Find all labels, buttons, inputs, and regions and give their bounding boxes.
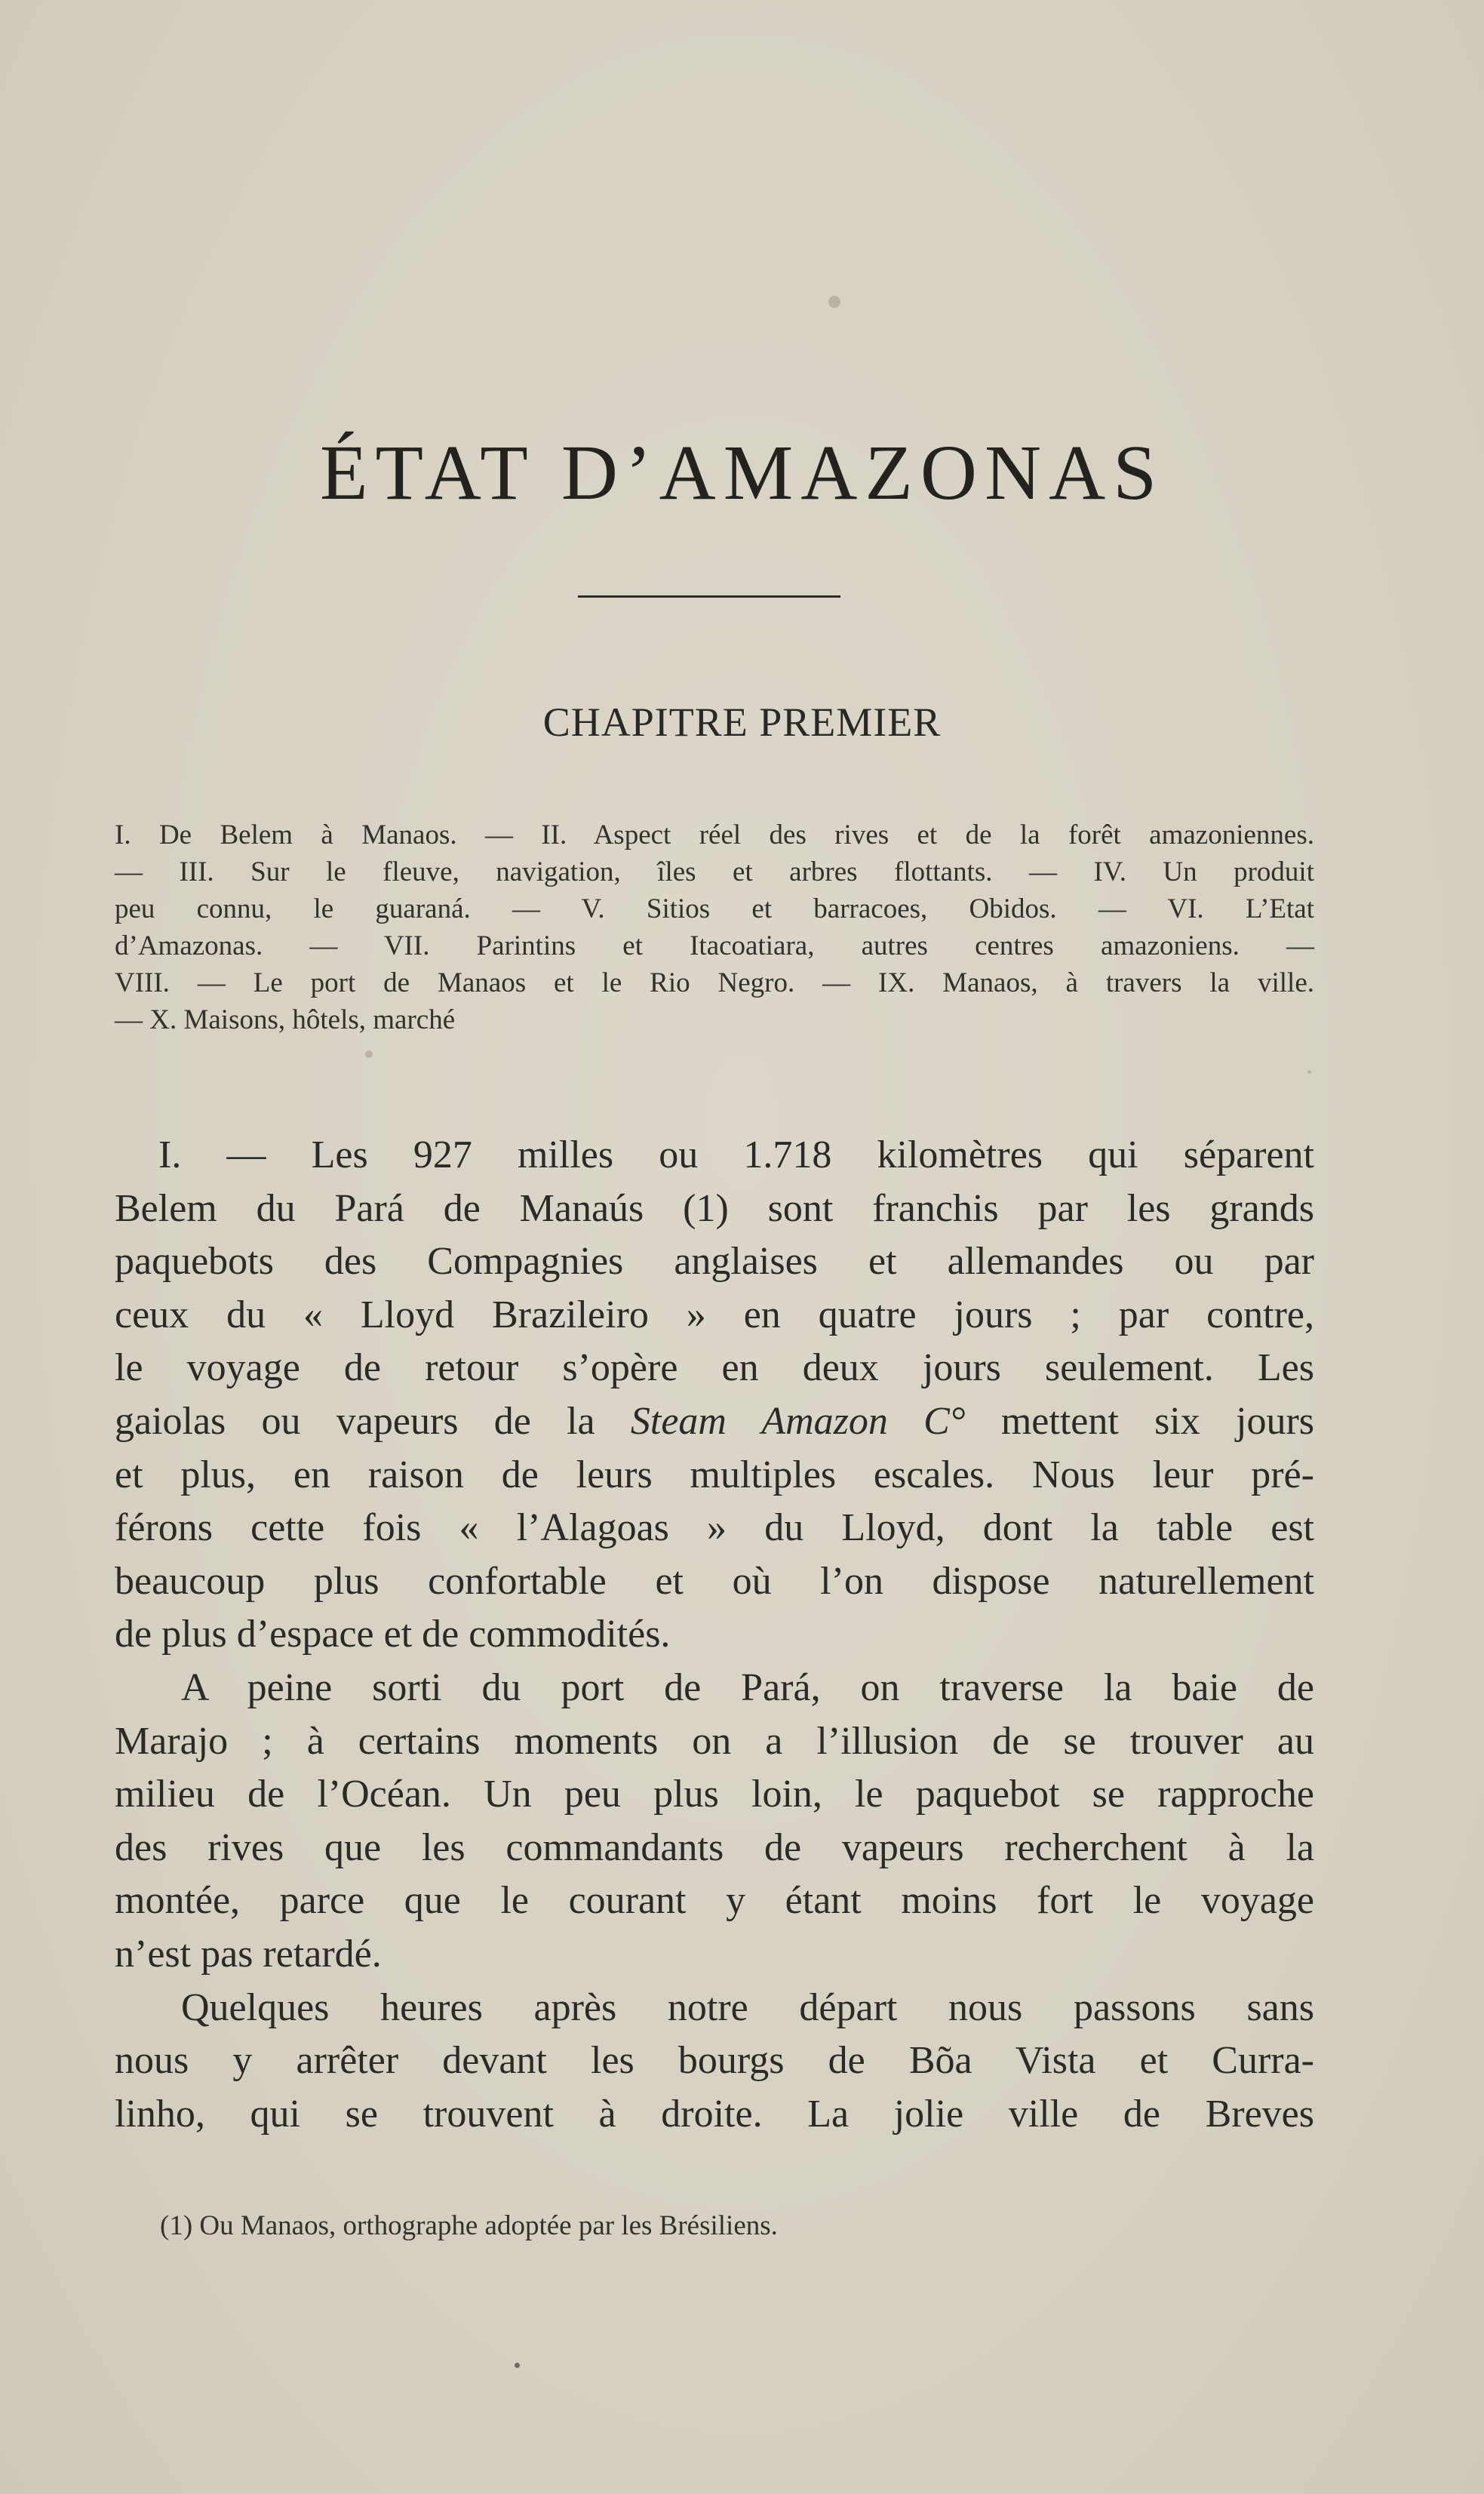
body-line-with-italic — [115, 1395, 1314, 1449]
body-line: paquebots des Compagnies anglaises et allemandes ou par — [115, 1240, 1314, 1284]
body-line: Quelques heures après notre départ nous passons sans — [181, 1985, 1314, 2029]
body-line: et plus, en raison de leurs multiples escales. Nous leur pré- — [115, 1453, 1314, 1496]
paper-speck — [365, 1050, 373, 1058]
body-line: montée, parce que le courant y étant moins fort le voyage — [115, 1879, 1314, 1923]
summary-line: VIII. — Le port de Manaos et le Rio Negro. — IX. Manaos, à travers la ville. — [115, 967, 1314, 998]
body-line: milieu de l’Océan. Un peu plus loin, le paquebot se rapproche — [115, 1773, 1314, 1816]
body-line: nous y arrêter devant les bourgs de Bõa Vista et Curra- — [115, 2039, 1314, 2083]
body-line: A peine sorti du port de Pará, on traverse la baie de — [181, 1665, 1314, 1709]
body-line: des rives que les commandants de vapeurs recherchent à la — [115, 1825, 1314, 1869]
body-line: Marajo ; à certains moments on a l’illusion de se trouver au — [115, 1719, 1314, 1763]
paper-speck — [515, 2363, 520, 2368]
summary-line: I. De Belem à Manaos. — II. Aspect réel des rives et de la forêt amazoniennes. — [115, 820, 1314, 850]
footnote: (1) Ou Manaos, orthographe adoptée par les Brésiliens. — [160, 2210, 778, 2241]
body-line: beaucoup plus confortable et où l’on dispose naturellement — [115, 1559, 1314, 1603]
body-line: n’est pas retardé. — [115, 1932, 382, 1976]
body-line: Belem du Pará de Manaús (1) sont franchis par les grands — [115, 1186, 1314, 1230]
paper-speck — [828, 296, 840, 308]
body-line: ceux du « Lloyd Brazileiro » en quatre jours ; par contre, — [115, 1293, 1314, 1336]
title-divider-rule — [578, 595, 840, 598]
body-line: le voyage de retour s’opère en deux jours seulement. Les — [115, 1346, 1314, 1390]
summary-line: d’Amazonas. — VII. Parintins et Itacoatiara, autres centres amazoniens. — — [115, 930, 1314, 961]
body-text-segment: gaiolas ou vapeurs de la — [115, 1399, 595, 1443]
page-title: ÉTAT D’AMAZONAS — [319, 429, 1165, 516]
summary-line: — X. Maisons, hôtels, marché — [115, 1004, 456, 1035]
summary-line: peu connu, le guaraná. — V. Sitios et barracoes, Obidos. — VI. L’Etat — [115, 893, 1314, 924]
body-line: linho, qui se trouvent à droite. La jolie ville de Breves — [115, 2092, 1314, 2136]
chapter-summary — [115, 816, 1314, 1038]
body-line: férons cette fois « l’Alagoas » du Lloyd, dont la table est — [115, 1506, 1314, 1550]
body-text — [115, 1129, 1314, 2141]
chapter-heading: CHAPITRE PREMIER — [542, 700, 942, 745]
paper-speck — [1307, 1070, 1311, 1074]
body-text-segment: mettent six jours — [1000, 1399, 1315, 1443]
italic-company-name: Steam Amazon C° — [630, 1399, 966, 1443]
body-line: de plus d’espace et de commodités. — [115, 1613, 671, 1656]
summary-line: — III. Sur le fleuve, navigation, îles et arbres flottants. — IV. Un produit — [115, 856, 1314, 887]
body-line: I. — Les 927 milles ou 1.718 kilomètres qui séparent — [158, 1133, 1314, 1176]
